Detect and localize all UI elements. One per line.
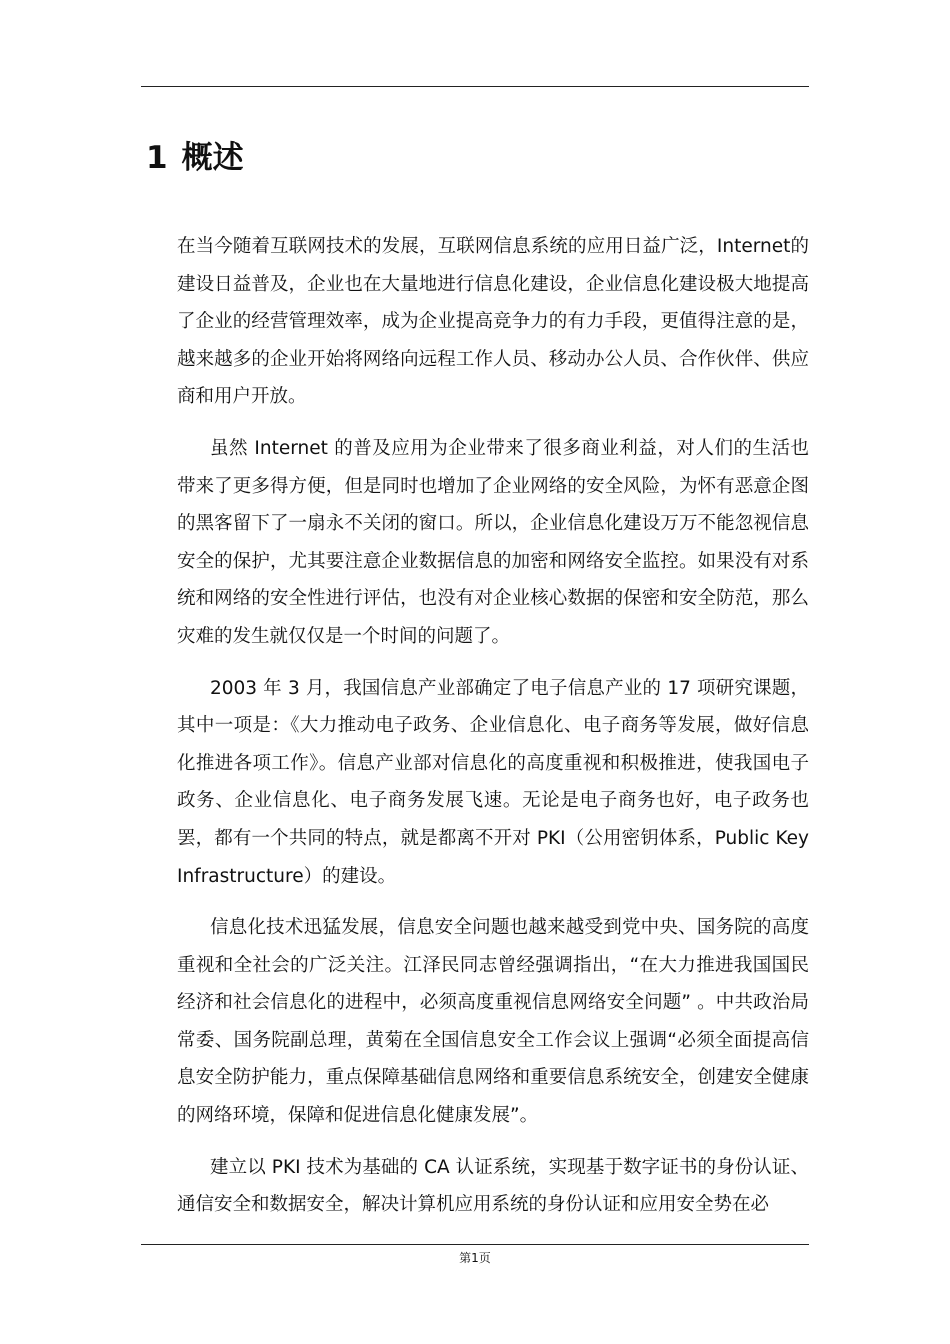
paragraph-3: 2003 年 3 月，我国信息产业部确定了电子信息产业的 17 项研究课题，其中一项是：《大力推动电子政务、企业信息化、电子商务等发展，做好信息化推进各项工作》。信息产业部对信息化的高度重视和积极推进，使我国电子政务、企业信息化、电子商务发展飞速。无论是电子商务也好，电子政务也罢，都有一个共同的特点，就是都离不开对 PKI（公用密钥体系，Public Key Infrastructure）的建设。: [177, 677, 809, 887]
paragraph-5: 建立以 PKI 技术为基础的 CA 认证系统，实现基于数字证书的身份认证、通信安全和数据安全，解决计算机应用系统的身份认证和应用安全势在必: [177, 1156, 809, 1216]
paragraph-2: 虽然 Internet 的普及应用为企业带来了很多商业利益，对人们的生活也带来了更多得方便，但是同时也增加了企业网络的安全风险，为怀有恶意企图的黑客留下了一扇永不关闭的窗口。所以，企业信息化建设万万不能忽视信息安全的保护，尤其要注意企业数据信息的加密和网络安全监控。如果没有对系统和网络的安全性进行评估，也没有对企业核心数据的保密和安全防范，那么灾难的发生就仅仅是一个时间的问题了。: [177, 437, 809, 647]
header-rule: [141, 86, 809, 87]
paragraph-4: 信息化技术迅猛发展，信息安全问题也越来越受到党中央、国务院的高度重视和全社会的广泛关注。江泽民同志曾经强调指出，“在大力推进我国国民经济和社会信息化的进程中，必须高度重视信息网络安全问题” 。中共政治局常委、国务院副总理，黄菊在全国信息安全工作会议上强调“必须全面提高信息安全防护能力，重点保障基础信息网络和重要信息系统安全，创建安全健康的网络环境，保障和促进信息化健康发展”。: [177, 917, 809, 1127]
document-body: [177, 228, 809, 1238]
page-number: 第1页: [459, 1251, 491, 1265]
section-number: 1: [146, 140, 168, 176]
paragraph-1: 在当今随着互联网技术的发展，互联网信息系统的应用日益广泛，Internet的建设日益普及，企业也在大量地进行信息化建设，企业信息化建设极大地提高了企业的经营管理效率，成为企业提高竞争力的有力手段，更值得注意的是，越来越多的企业开始将网络向远程工作人员、移动办公人员、合作伙伴、供应商和用户开放。: [177, 236, 809, 408]
footer-rule: [141, 1244, 809, 1245]
section-heading: [146, 136, 244, 180]
section-title: 概述: [181, 140, 244, 176]
